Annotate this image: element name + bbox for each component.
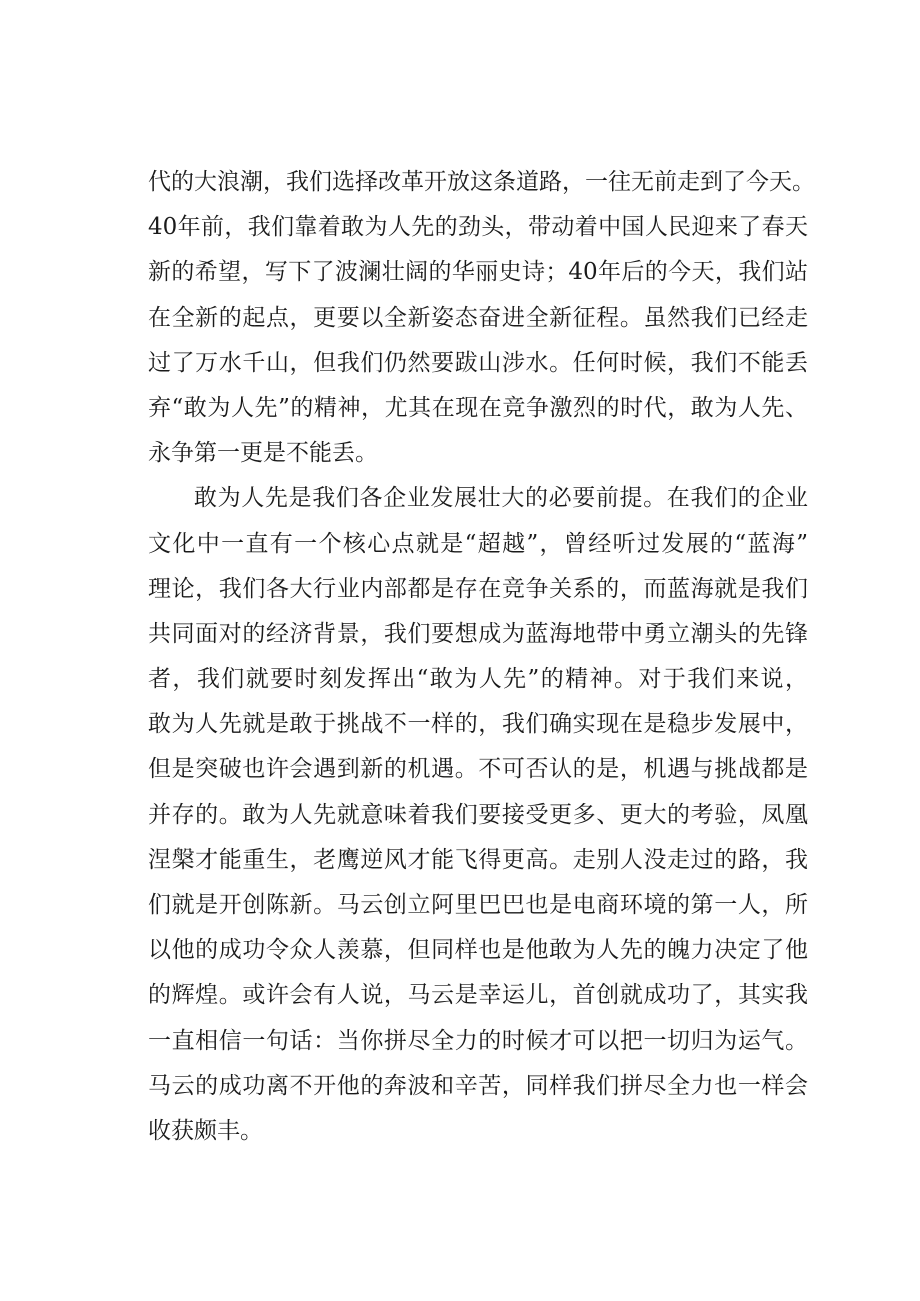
text-line: 的辉煌。或许会有人说，马云是幸运儿，首创就成功了，其实我 — [148, 982, 808, 1009]
text-line: 理论，我们各大行业内部都是存在竞争关系的，而蓝海就是我们 — [148, 575, 808, 602]
text-line: 但是突破也许会遇到新的机遇。不可否认的是，机遇与挑战都是 — [148, 756, 808, 783]
text-line: 40年前，我们靠着敢为人先的劲头，带动着中国人民迎来了春天 — [148, 214, 808, 241]
text-line: 以他的成功令众人羡慕，但同样也是他敢为人先的魄力决定了他 — [148, 937, 808, 964]
text-line: 共同面对的经济背景，我们要想成为蓝海地带中勇立潮头的先锋 — [148, 620, 808, 647]
text-line: 文化中一直有一个核心点就是“超越”，曾经听过发展的“蓝海” — [148, 530, 808, 557]
text-line: 一直相信一句话：当你拼尽全力的时候才可以把一切归为运气。 — [148, 1027, 808, 1054]
text-line: 过了万水千山，但我们仍然要跋山涉水。任何时候，我们不能丢 — [148, 349, 808, 376]
text-line: 马云的成功离不开他的奔波和辛苦，同样我们拼尽全力也一样会 — [148, 1072, 808, 1099]
text-line: 并存的。敢为人先就意味着我们要接受更多、更大的考验，凤凰 — [148, 801, 808, 828]
text-line: 敢为人先就是敢于挑战不一样的，我们确实现在是稳步发展中， — [148, 711, 808, 738]
text-line: 代的大浪潮，我们选择改革开放这条道路，一往无前走到了今天。 — [148, 169, 815, 195]
text-line: 在全新的起点，更要以全新姿态奋进全新征程。虽然我们已经走 — [148, 304, 808, 331]
text-line: 弃“敢为人先”的精神，尤其在现在竞争激烈的时代，敢为人先、 — [148, 394, 808, 421]
document-body — [148, 160, 815, 1154]
text-line: 收获颇丰。 — [148, 1117, 263, 1144]
text-line: 敢为人先是我们各企业发展壮大的必要前提。在我们的企业 — [194, 485, 808, 512]
text-line: 永争第一更是不能丢。 — [148, 440, 378, 467]
text-line: 新的希望，写下了波澜壮阔的华丽史诗；40年后的今天，我们站 — [148, 259, 808, 286]
text-line: 们就是开创陈新。马云创立阿里巴巴也是电商环境的第一人，所 — [148, 892, 808, 918]
paragraph-1 — [148, 160, 815, 476]
paragraph-2 — [148, 476, 808, 1154]
text-line: 者，我们就要时刻发挥出“敢为人先”的精神。对于我们来说， — [148, 666, 808, 693]
text-line: 涅槃才能重生，老鹰逆风才能飞得更高。走别人没走过的路，我 — [148, 846, 808, 873]
